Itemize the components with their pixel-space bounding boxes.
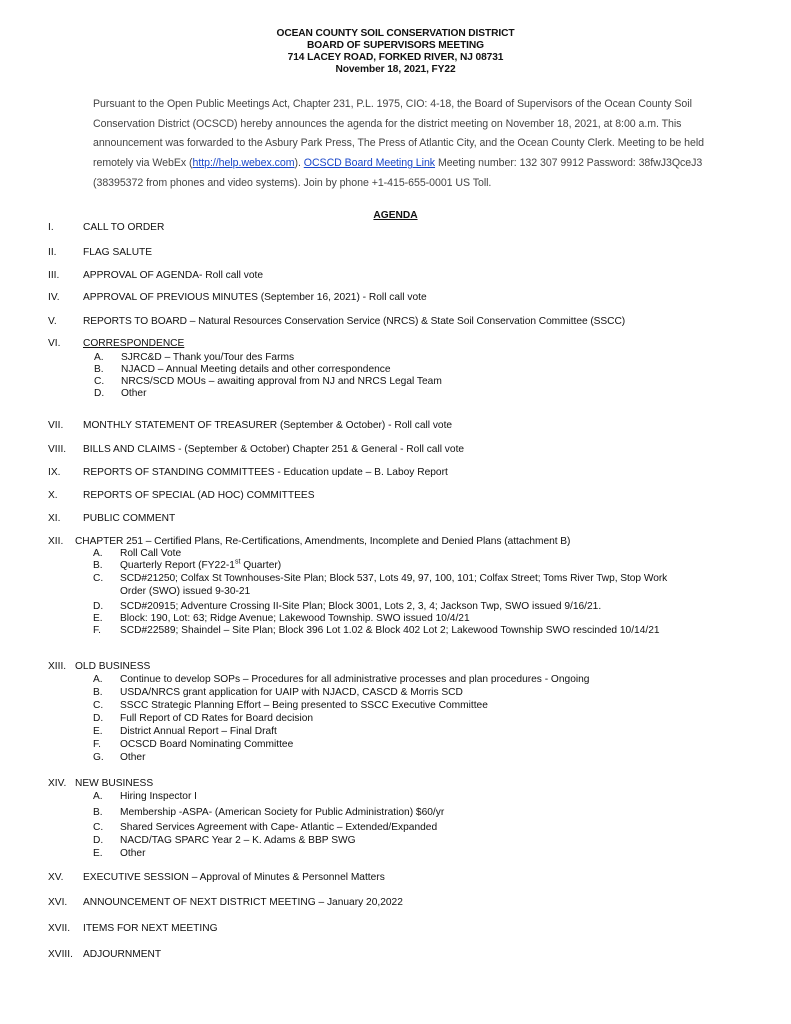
agenda-item-number: XV.: [48, 872, 64, 883]
agenda-item-text: EXECUTIVE SESSION – Approval of Minutes & Personnel Matters: [83, 872, 385, 883]
agenda-item-text: APPROVAL OF AGENDA- Roll call vote: [83, 270, 264, 281]
agenda-item-text: PUBLIC COMMENT: [83, 513, 176, 524]
agenda-item-text: CORRESPONDENCE: [83, 338, 185, 349]
intro-text-2: ).: [294, 157, 304, 170]
agenda-item-text: REPORTS TO BOARD – Natural Resources Conservation Service (NRCS) & State Soil Conservation Committee (SSCC): [83, 316, 626, 327]
header-date: November 18, 2021, FY22: [335, 64, 456, 75]
agenda-item-number: V.: [48, 316, 57, 327]
agenda-item-number: VIII.: [48, 444, 67, 455]
chapter251-subitem-continuation: Order (SWO) issued 9-30-21: [120, 586, 251, 597]
agenda-item-text: MONTHLY STATEMENT OF TREASURER (September & October) - Roll call vote: [83, 420, 453, 431]
intro-text-1: Pursuant to the Open Public Meetings Act, Chapter 231, P.L. 1975, CIO: 4-18, the Board of Supervisors of the Ocean County Soil Conservation District (OCSCD) hereby announces the agenda for the district meeting on November 18, 2021, at 8:00 a.m. This announcement was forwarded to the Asbury Park Press, The Press of Atlantic City, and the Ocean County Clerk. Meeting to be held remotely via WebEx (: [93, 98, 704, 170]
agenda-item-text: ANNOUNCEMENT OF NEXT DISTRICT MEETING – January 20,2022: [83, 897, 403, 908]
agenda-item-text: ADJOURNMENT: [83, 949, 162, 960]
intro-paragraph: [93, 95, 713, 194]
document-header: [0, 28, 791, 76]
agenda-item-number: IX.: [48, 467, 61, 478]
agenda-item-number: X.: [48, 490, 58, 501]
agenda-item-text: FLAG SALUTE: [83, 247, 153, 258]
agenda-item-number: VII.: [48, 420, 64, 431]
agenda-item-text: OLD BUSINESS: [75, 661, 151, 672]
agenda-item-text: CALL TO ORDER: [83, 222, 165, 233]
agenda-item-number: XVII.: [48, 923, 71, 934]
agenda-item-number: XIV.: [48, 778, 67, 789]
agenda-item-number: III.: [48, 270, 60, 281]
agenda-item-number: IV.: [48, 292, 60, 303]
agenda-item-number: XVIII.: [48, 949, 73, 960]
agenda-item-text: CHAPTER 251 – Certified Plans, Re-Certifications, Amendments, Incomplete and Denied Plans (attachment B): [75, 536, 571, 547]
agenda-item-text: ITEMS FOR NEXT MEETING: [83, 923, 218, 934]
agenda-item-text: BILLS AND CLAIMS - (September & October) Chapter 251 & General - Roll call vote: [83, 444, 465, 455]
agenda-item-number: II.: [48, 247, 57, 258]
header-district-name: OCEAN COUNTY SOIL CONSERVATION DISTRICT: [276, 28, 515, 39]
agenda-item-text: REPORTS OF SPECIAL (AD HOC) COMMITTEES: [83, 490, 315, 501]
agenda-item-number: XVI.: [48, 897, 68, 908]
agenda-item-text: NEW BUSINESS: [75, 778, 154, 789]
agenda-item-number: XI.: [48, 513, 61, 524]
agenda-title: AGENDA: [373, 210, 418, 221]
header-meeting-title: BOARD OF SUPERVISORS MEETING: [306, 40, 484, 51]
intro-text-3: Meeting number: 132 307 9912 Password: 38fwJ3QceJ3 (38395372 from phones and video systems). Join by phone +1-415-655-0001 US Toll.: [93, 157, 703, 189]
agenda-item-number: XIII.: [48, 661, 67, 672]
agenda-item-text: REPORTS OF STANDING COMMITTEES - Education update – B. Laboy Report: [83, 467, 448, 478]
board-meeting-link[interactable]: OCSCD Board Meeting Link: [303, 157, 436, 170]
agenda-item-text: APPROVAL OF PREVIOUS MINUTES (September 16, 2021) - Roll call vote: [83, 292, 427, 303]
agenda-item-number: XII.: [48, 536, 64, 547]
webex-link[interactable]: http://help.webex.com: [192, 157, 295, 170]
agenda-item-number: VI.: [48, 338, 61, 349]
agenda-item-number: I.: [48, 222, 54, 233]
document-page: OCEAN COUNTY SOIL CONSERVATION DISTRICT BOARD OF SUPERVISORS MEETING 714 LACEY ROAD, FORKED RIVER, NJ 08731 November 18, 2021, FY22 Pursuant to the Open Public Meetings Act, Chapter 231, P.L. 1975, CIO: 4-18, the Board of Supervisors of the Ocean County Soil Conservation District (OCSCD) hereby announces the agenda for the district meeting on November 18, 2021, at 8:00 a.m. This announcement was forwarded to the Asbury Park Press, The Press of Atlantic City, and the Ocean County Clerk. Meeting to be held remotely via WebEx (http://help.webex.com). OCSCD Board Meeting Link Meeting number: 132 307 9912 Password: 38fwJ3QceJ3 (38395372 from phones and video systems). Join by phone +1-415-655-0001 US Toll. AGENDA I. CALL TO ORDER II. FLAG SALUTE III. APPROVAL OF AGENDA- Roll call vote IV. APPROVAL OF PREVIOUS MINUTES (September 16, 2021) - Roll call vote V. REPORTS TO BOARD – Natural Resources Conservation Service (NRCS) & State Soil Conservation Committee (SSCC) VI. CORRESPONDENCE A. SJRC&D – Thank you/Tour des Farms B. NJACD – Annual Meeting details and other correspondence C. NRCS/SCD MOUs – awaiting approval from NJ and NRCS Legal Team D. Other VII. MONTHLY STATEMENT OF TREASURER (September & October) - Roll call vote VIII. BILLS AND CLAIMS - (September & October) Chapter 251 & General - Roll call vote IX. REPORTS OF STANDING COMMITTEES - Education update – B. Laboy Report X. REPORTS OF SPECIAL (AD HOC) COMMITTEES XI. PUBLIC COMMENT XII. CHAPTER 251 – Certified Plans, Re-Certifications, Amendments, Incomplete and Denied Plans (attachment B) A. Roll Call Vote B. Quarterly Report (FY22-1st Quarter) C. SCD#21250; Colfax St Townhouses-Site Plan; Block 537, Lots 49, 97, 100, 101; Colfax Street; Toms River Twp, Stop Work Order (SWO) issued 9-30-21 D. SCD#20915; Adventure Crossing II-Site Plan; Block 3001, Lots 2, 3, 4; Jackson Twp, SWO issued 9/16/21. E. Block: 190, Lot: 63; Ridge Avenue; Lakewood Township. SWO issued 10/4/21 F. SCD#22589; Shaindel – Site Plan; Block 396 Lot 1.02 & Block 402 Lot 2; Lakewood Township SWO rescinded 10/14/21 XIII. OLD BUSINESS A. Continue to develop SOPs – Procedures for all administrative processes and plan procedures - Ongoing B. USDA/NRCS grant application for UAIP with NJACD, CASCD & Morris SCD C. SSCC Strategic Planning Effort – Being presented to SSCC Executive Committee D. Full Report of CD Rates for Board decision E. District Annual Report – Final Draft F. OCSCD Board Nominating Committee G. Other XIV. NEW BUSINESS A. Hiring Inspector I B. Membership -ASPA- (American Society for Public Administration) $60/yr C. Shared Services Agreement with Cape- Atlantic – Extended/Expanded D. NACD/TAG SPARC Year 2 – K. Adams & BBP SWG E. Other XV. EXECUTIVE SESSION – Approval of Minutes & Personnel Matters XVI. ANNOUNCEMENT OF NEXT DISTRICT MEETING – January 20,2022 XVII. ITEMS FOR NEXT MEETING XVIII. ADJOURNMENT: [0, 0, 791, 1024]
header-address: 714 LACEY ROAD, FORKED RIVER, NJ 08731: [287, 52, 504, 63]
